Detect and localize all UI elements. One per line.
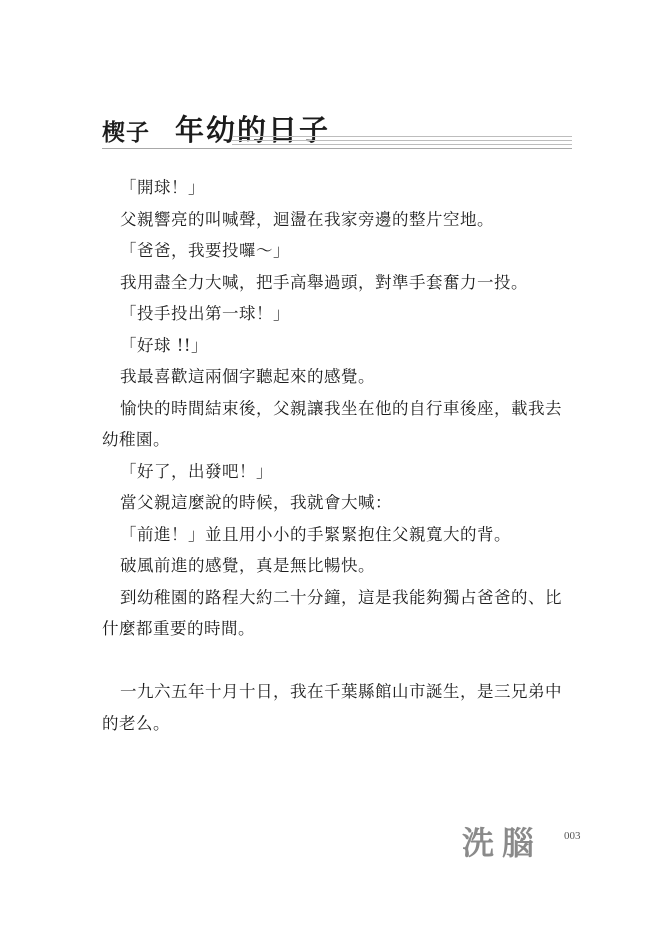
header-rule [232, 136, 572, 137]
prelude-label: 楔子 [102, 119, 150, 146]
paragraph: 到幼稚園的路程大約二十分鐘，這是我能夠獨占爸爸的、比什麼都重要的時間。 [102, 587, 562, 638]
paragraph: 父親響亮的叫喊聲，迴盪在我家旁邊的整片空地。 [120, 209, 494, 229]
paragraph: 「爸爸，我要投囉～」 [120, 241, 290, 260]
paragraph: 愉快的時間結束後，父親讓我坐在他的自行車後座，載我去幼稚園。 [102, 398, 562, 449]
book-logo: 洗腦 [462, 824, 543, 862]
paragraph: 破風前進的感覺，真是無比暢快。 [120, 556, 375, 575]
page-number: 003 [564, 830, 581, 842]
body-text [102, 172, 578, 739]
paragraph: 一九六五年十月十日，我在千葉縣館山市誕生，是三兄弟中的老么。 [102, 682, 562, 733]
paragraph: 我最喜歡這兩個字聽起來的感覺。 [120, 367, 375, 386]
paragraph: 「投手投出第一球！」 [120, 304, 290, 323]
paragraph: 「好了，出發吧！」 [120, 461, 273, 481]
header-rules [0, 136, 572, 152]
paragraph: 「前進！」並且用小小的手緊緊抱住父親寬大的背。 [120, 524, 511, 544]
paragraph: 「好球 !!」 [120, 335, 209, 355]
header-rule [232, 144, 572, 145]
header-rule [232, 140, 572, 141]
paragraph: 我用盡全力大喊，把手高舉過頭，對準手套奮力一投。 [120, 272, 528, 292]
paragraph: 當父親這麼說的時候，我就會大喊： [120, 493, 392, 512]
paragraph: 「開球！」 [120, 178, 205, 197]
header-rule-full [102, 148, 572, 149]
chapter-title: 年幼的日子 [175, 113, 331, 147]
